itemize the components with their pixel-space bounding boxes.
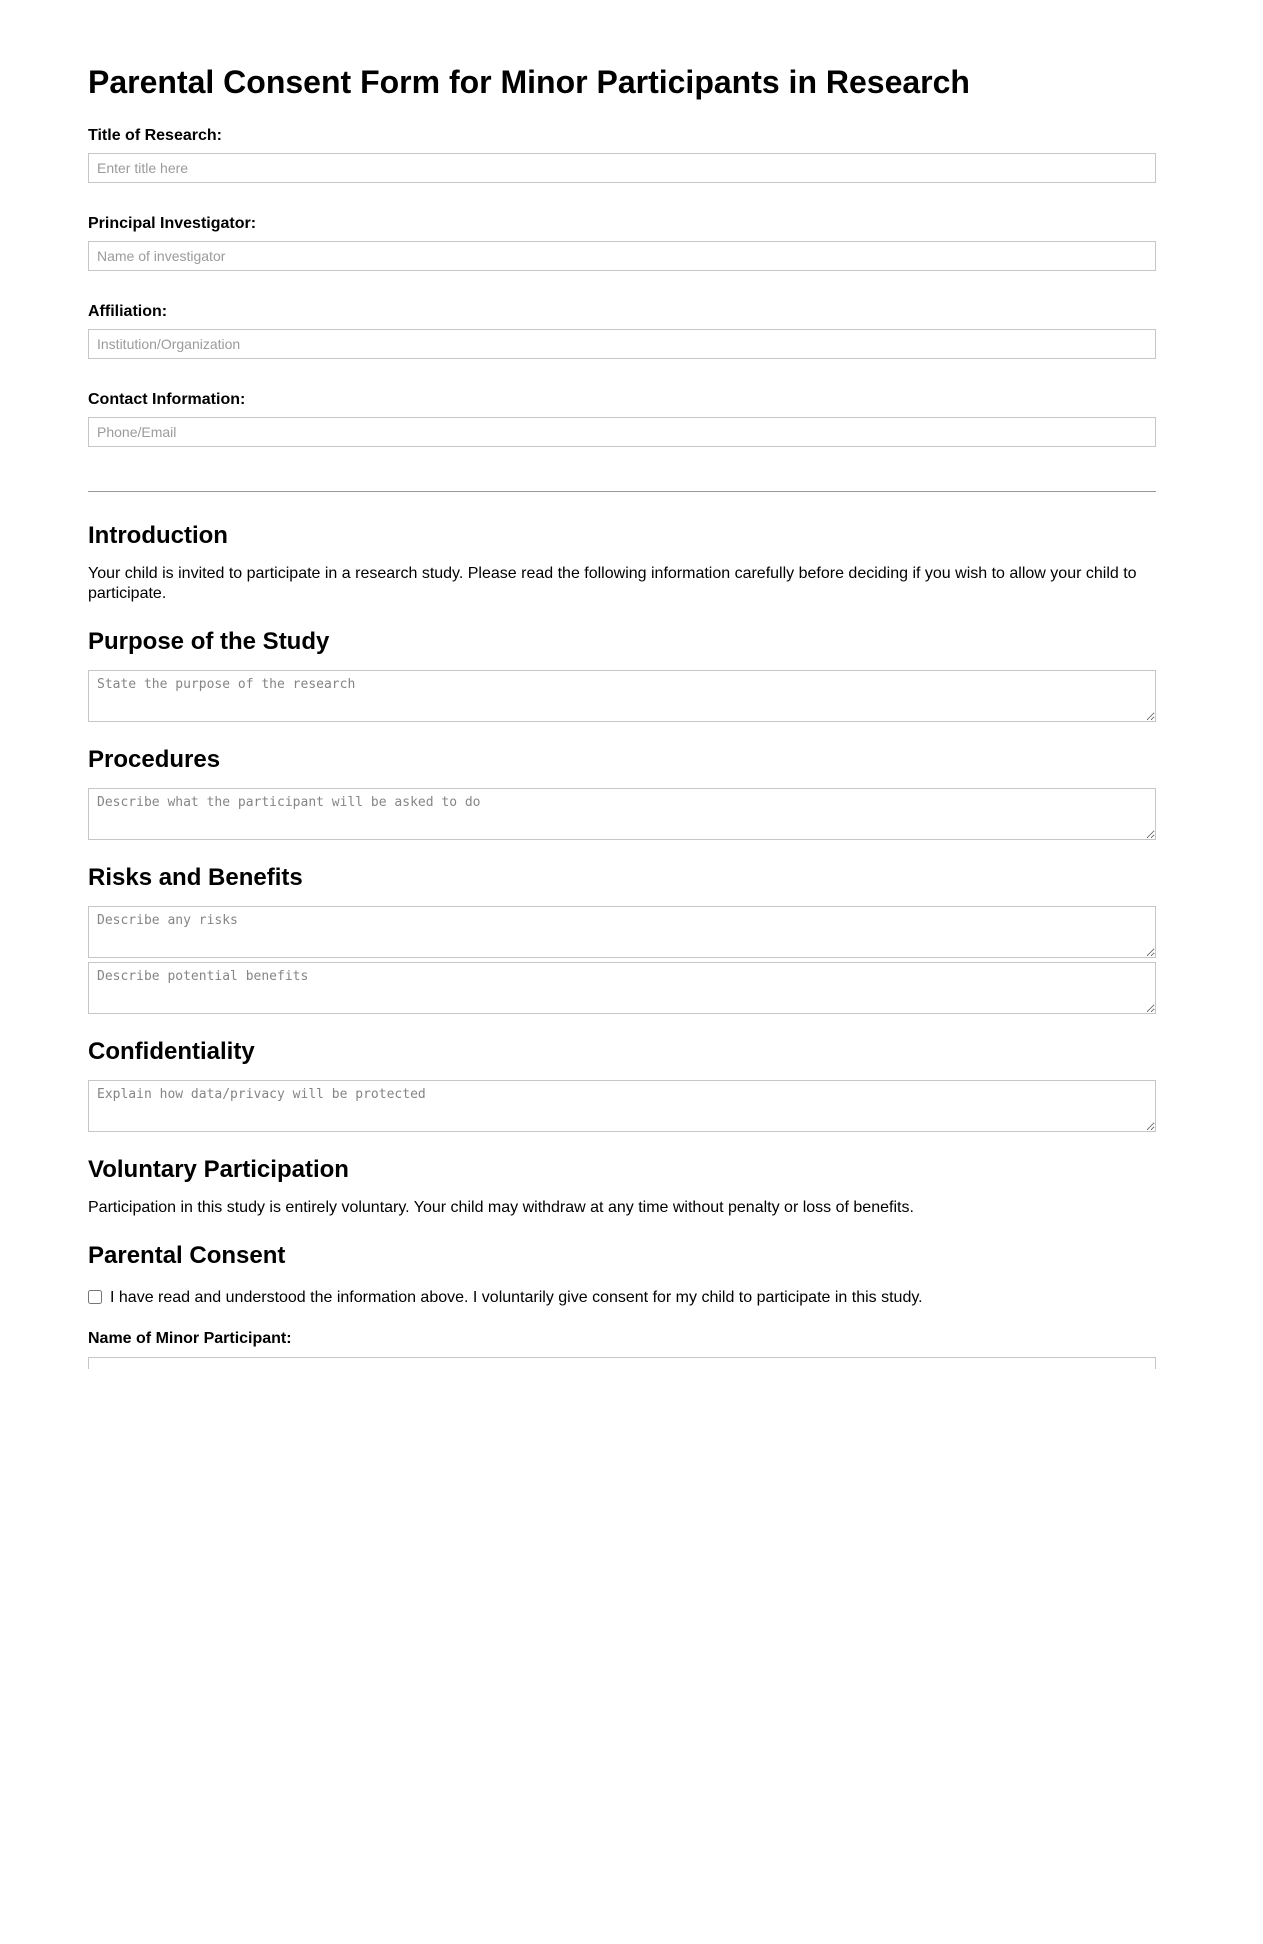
introduction-text: Your child is invited to participate in a research study. Please read the following information carefully before deciding if you wish to allow your child to participate. — [88, 564, 1137, 602]
consent-checkbox-row — [88, 1288, 1156, 1308]
procedures-heading: Procedures — [88, 745, 221, 773]
consent-checkbox[interactable] — [88, 1290, 102, 1304]
voluntary-participation-heading: Voluntary Participation — [88, 1155, 349, 1183]
field-affiliation — [88, 303, 1156, 359]
contact-information-input[interactable] — [88, 417, 1156, 447]
consent-checkbox-label: I have read and understood the information above. I voluntarily give consent for my child to participate in this study. — [110, 1288, 923, 1306]
field-contact-information — [88, 391, 1156, 447]
voluntary-participation-text: Participation in this study is entirely voluntary. Your child may withdraw at any time without penalty or loss of benefits. — [88, 1198, 914, 1216]
consent-form-page — [88, 64, 1156, 1369]
minor-participant-name-input[interactable] — [88, 1357, 1156, 1369]
purpose-heading: Purpose of the Study — [88, 627, 330, 655]
risks-textarea[interactable] — [88, 906, 1156, 958]
field-title-of-research — [88, 127, 1156, 183]
purpose-textarea[interactable] — [88, 670, 1156, 722]
procedures-textarea[interactable] — [88, 788, 1156, 840]
principal-investigator-input[interactable] — [88, 241, 1156, 271]
field-principal-investigator — [88, 215, 1156, 271]
contact-information-label: Contact Information: — [88, 390, 246, 408]
principal-investigator-label: Principal Investigator: — [88, 214, 257, 232]
section-divider — [88, 491, 1156, 492]
risks-benefits-heading: Risks and Benefits — [88, 863, 303, 891]
introduction-heading: Introduction — [88, 521, 228, 549]
affiliation-label: Affiliation: — [88, 302, 168, 320]
parental-consent-heading: Parental Consent — [88, 1241, 286, 1269]
affiliation-input[interactable] — [88, 329, 1156, 359]
title-of-research-input[interactable] — [88, 153, 1156, 183]
minor-name-input-clip — [88, 1357, 1156, 1369]
minor-participant-name-label: Name of Minor Participant: — [88, 1329, 292, 1347]
confidentiality-heading: Confidentiality — [88, 1037, 255, 1065]
benefits-textarea[interactable] — [88, 962, 1156, 1014]
title-of-research-label: Title of Research: — [88, 126, 222, 144]
confidentiality-textarea[interactable] — [88, 1080, 1156, 1132]
page-title: Parental Consent Form for Minor Participants in Research — [88, 64, 970, 100]
